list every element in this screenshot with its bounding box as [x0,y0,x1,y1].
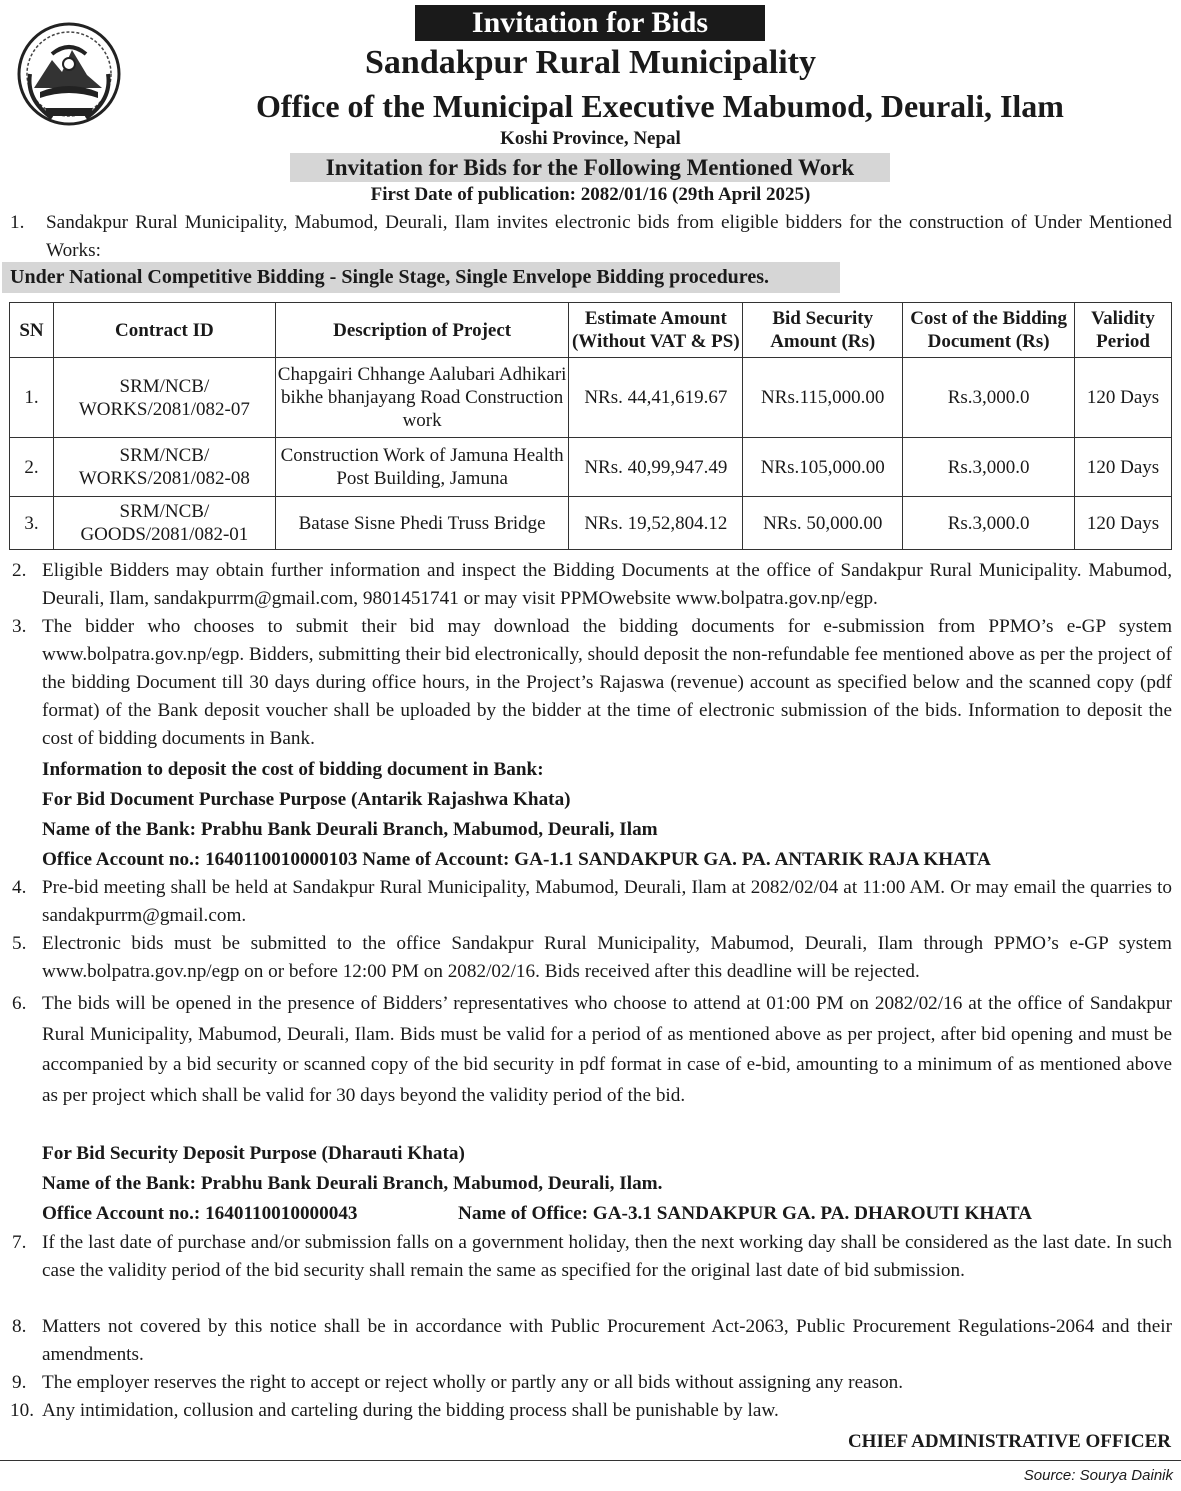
bank-info-heading: Information to deposit the cost of bidding document in Bank: [42,759,544,780]
cell-cost: Rs.3,000.0 [903,497,1075,550]
clause-text: The employer reserves the right to accept or reject wholly or partly any or all bids without assigning any reason. [42,1372,904,1393]
clause-4 [12,874,1172,930]
cell-cost: Rs.3,000.0 [903,358,1075,438]
clause-number: 1. [10,212,25,233]
bids-table [9,302,1172,550]
clause-number: 5. [12,933,27,954]
column-header: SN [10,303,54,358]
signature-title: CHIEF ADMINISTRATIVE OFFICER [847,1431,1171,1452]
clause-5 [12,930,1172,986]
bank-info-purpose: For Bid Document Purchase Purpose (Antarik Rajashwa Khata) [42,789,571,810]
column-header: Cost of the Bidding Document (Rs) [903,303,1075,358]
security-account-row [42,1200,1087,1228]
cell-contract-id: SRM/NCB/ WORKS/2081/082-07 [53,358,275,438]
clause-number: 4. [12,877,27,898]
clause-10 [10,1397,1172,1425]
clause-6 [12,989,1172,1111]
security-office: Name of Office: GA-3.1 SANDAKPUR GA. PA. DHAROUTI KHATA [458,1203,1032,1224]
cell-estimate: NRs. 44,41,619.67 [569,358,743,438]
clause-1 [10,209,1172,265]
municipality-title: Sandakpur Rural Municipality [365,44,816,81]
clause-text: Eligible Bidders may obtain further information and inspect the Bidding Documents at the office of Sandakpur Rural Municipality. Mabumod, Deurali, Ilam, sandakpurrm@gmail.com, 9801451741 or may visit PPMOwebsite www.bolpatra.gov.np/egp. [42,560,1172,609]
cell-description: Construction Work of Jamuna Health Post Building, Jamuna [275,438,569,497]
cell-security: NRs. 50,000.00 [743,497,903,550]
bank-info-account: Office Account no.: 1640110010000103 Name of Account: GA-1.1 SANDAKPUR GA. PA. ANTARIK RAJA KHATA [42,849,991,870]
clause-number: 8. [12,1316,27,1337]
cell-security: NRs.115,000.00 [743,358,903,438]
column-header: Bid Security Amount (Rs) [743,303,903,358]
security-purpose: For Bid Security Deposit Purpose (Dharauti Khata) [42,1143,465,1164]
cell-cost: Rs.3,000.0 [903,438,1075,497]
clause-number: 7. [12,1232,27,1253]
province: Koshi Province, Nepal [500,128,681,149]
clause-9 [12,1369,1172,1397]
table-row [10,438,1172,497]
publication-date: First Date of publication: 2082/01/16 (29th April 2025) [370,184,811,205]
table-row [10,358,1172,438]
clause-text: Sandakpur Rural Municipality, Mabumod, Deurali, Ilam invites electronic bids from eligible bidders for the construction of Under Mentioned Works: [46,212,1172,261]
clause-number: 10. [10,1400,34,1421]
bank-info-bank: Name of the Bank: Prabhu Bank Deurali Branch, Mabumod, Deurali, Ilam [42,819,658,840]
cell-validity: 120 Days [1075,438,1172,497]
column-header: Description of Project [275,303,569,358]
clause-text: If the last date of purchase and/or submission falls on a government holiday, then the next working day shall be considered as the last date. In such case the validity period of the bid security shall remain the same as specified for the original last date of bid submission. [42,1232,1172,1281]
clause-text: Pre-bid meeting shall be held at Sandakpur Rural Municipality, Mabumod, Deurali, Ilam at 2082/02/04 at 11:00 AM. Or may email the quarries to sandakpurrm@gmail.com. [42,877,1172,926]
cell-sn: 2. [10,438,54,497]
notice-subtitle: Invitation for Bids for the Following Mentioned Work [290,153,890,182]
cell-contract-id: SRM/NCB/ WORKS/2081/082-08 [53,438,275,497]
bidding-procedure: Under National Competitive Bidding - Single Stage, Single Envelope Bidding procedures. [2,262,840,293]
cell-estimate: NRs. 19,52,804.12 [569,497,743,550]
clause-text: Any intimidation, collusion and carteling during the bidding process shall be punishable by law. [42,1400,779,1421]
cell-sn: 3. [10,497,54,550]
clause-3 [12,613,1172,753]
clause-number: 3. [12,616,27,637]
cell-contract-id: SRM/NCB/ GOODS/2081/082-01 [53,497,275,550]
column-header: Estimate Amount (Without VAT & PS) [569,303,743,358]
cell-security: NRs.105,000.00 [743,438,903,497]
column-header: Validity Period [1075,303,1172,358]
footer-divider [0,1460,1181,1461]
cell-estimate: NRs. 40,99,947.49 [569,438,743,497]
cell-validity: 120 Days [1075,497,1172,550]
table-row [10,497,1172,550]
cell-validity: 120 Days [1075,358,1172,438]
cell-description: Batase Sisne Phedi Truss Bridge [275,497,569,550]
clause-number: 2. [12,560,27,581]
clause-2 [12,557,1172,613]
security-bank: Name of the Bank: Prabhu Bank Deurali Branch, Mabumod, Deurali, Ilam. [42,1173,663,1194]
clause-text: The bids will be opened in the presence of Bidders’ representatives who choose to attend at 01:00 PM on 2082/02/16 at the office of Sandakpur Rural Municipality, Mabumod, Deurali, Ilam. Bids must be valid for a period of as mentioned above as per project, after bid opening and must be accompanied by a bid security or scanned copy of the bid security in pdf format in case of e-bid, amounting to a minimum of as mentioned above as per project which shall be valid for 30 days beyond the validity period of the bid. [42,993,1172,1106]
clause-7 [12,1229,1172,1285]
column-header: Contract ID [53,303,275,358]
office-title: Office of the Municipal Executive Mabumod, Deurali, Ilam [256,88,1064,124]
clause-number: 6. [12,993,27,1014]
table-header-row [10,303,1172,358]
clause-text: The bidder who chooses to submit their bid may download the bidding documents for e-submission from PPMO’s e-GP system www.bolpatra.gov.np/egp. Bidders, submitting their bid electronically, should deposit the non-refundable fee mentioned above as per the project of the bidding Document till 30 days during office hours, in the Project’s Rajaswa (revenue) account as specified below and the scanned copy (pdf format) of the Bank deposit voucher shall be uploaded by the bidder at the time of electronic submission of the bids. Information to deposit the cost of bidding documents in Bank. [42,616,1172,749]
cell-sn: 1. [10,358,54,438]
clause-text: Electronic bids must be submitted to the office Sandakpur Rural Municipality, Mabumod, Deurali, Ilam through PPMO’s e-GP system www.bolpatra.gov.np/egp on or before 12:00 PM on 2082/02/16. Bids received after this deadline will be rejected. [42,933,1172,982]
security-account: Office Account no.: 1640110010000043 [42,1203,358,1224]
source-credit: Source: Sourya Dainik [1023,1467,1173,1484]
cell-description: Chapgairi Chhange Aalubari Adhikari bikhe bhanjayang Road Construction work [275,358,569,438]
clause-number: 9. [12,1372,27,1393]
clause-text: Matters not covered by this notice shall be in accordance with Public Procurement Act-2063, Public Procurement Regulations-2064 and their amendments. [42,1316,1172,1365]
banner-title: Invitation for Bids [415,5,765,41]
clause-8 [12,1313,1172,1369]
